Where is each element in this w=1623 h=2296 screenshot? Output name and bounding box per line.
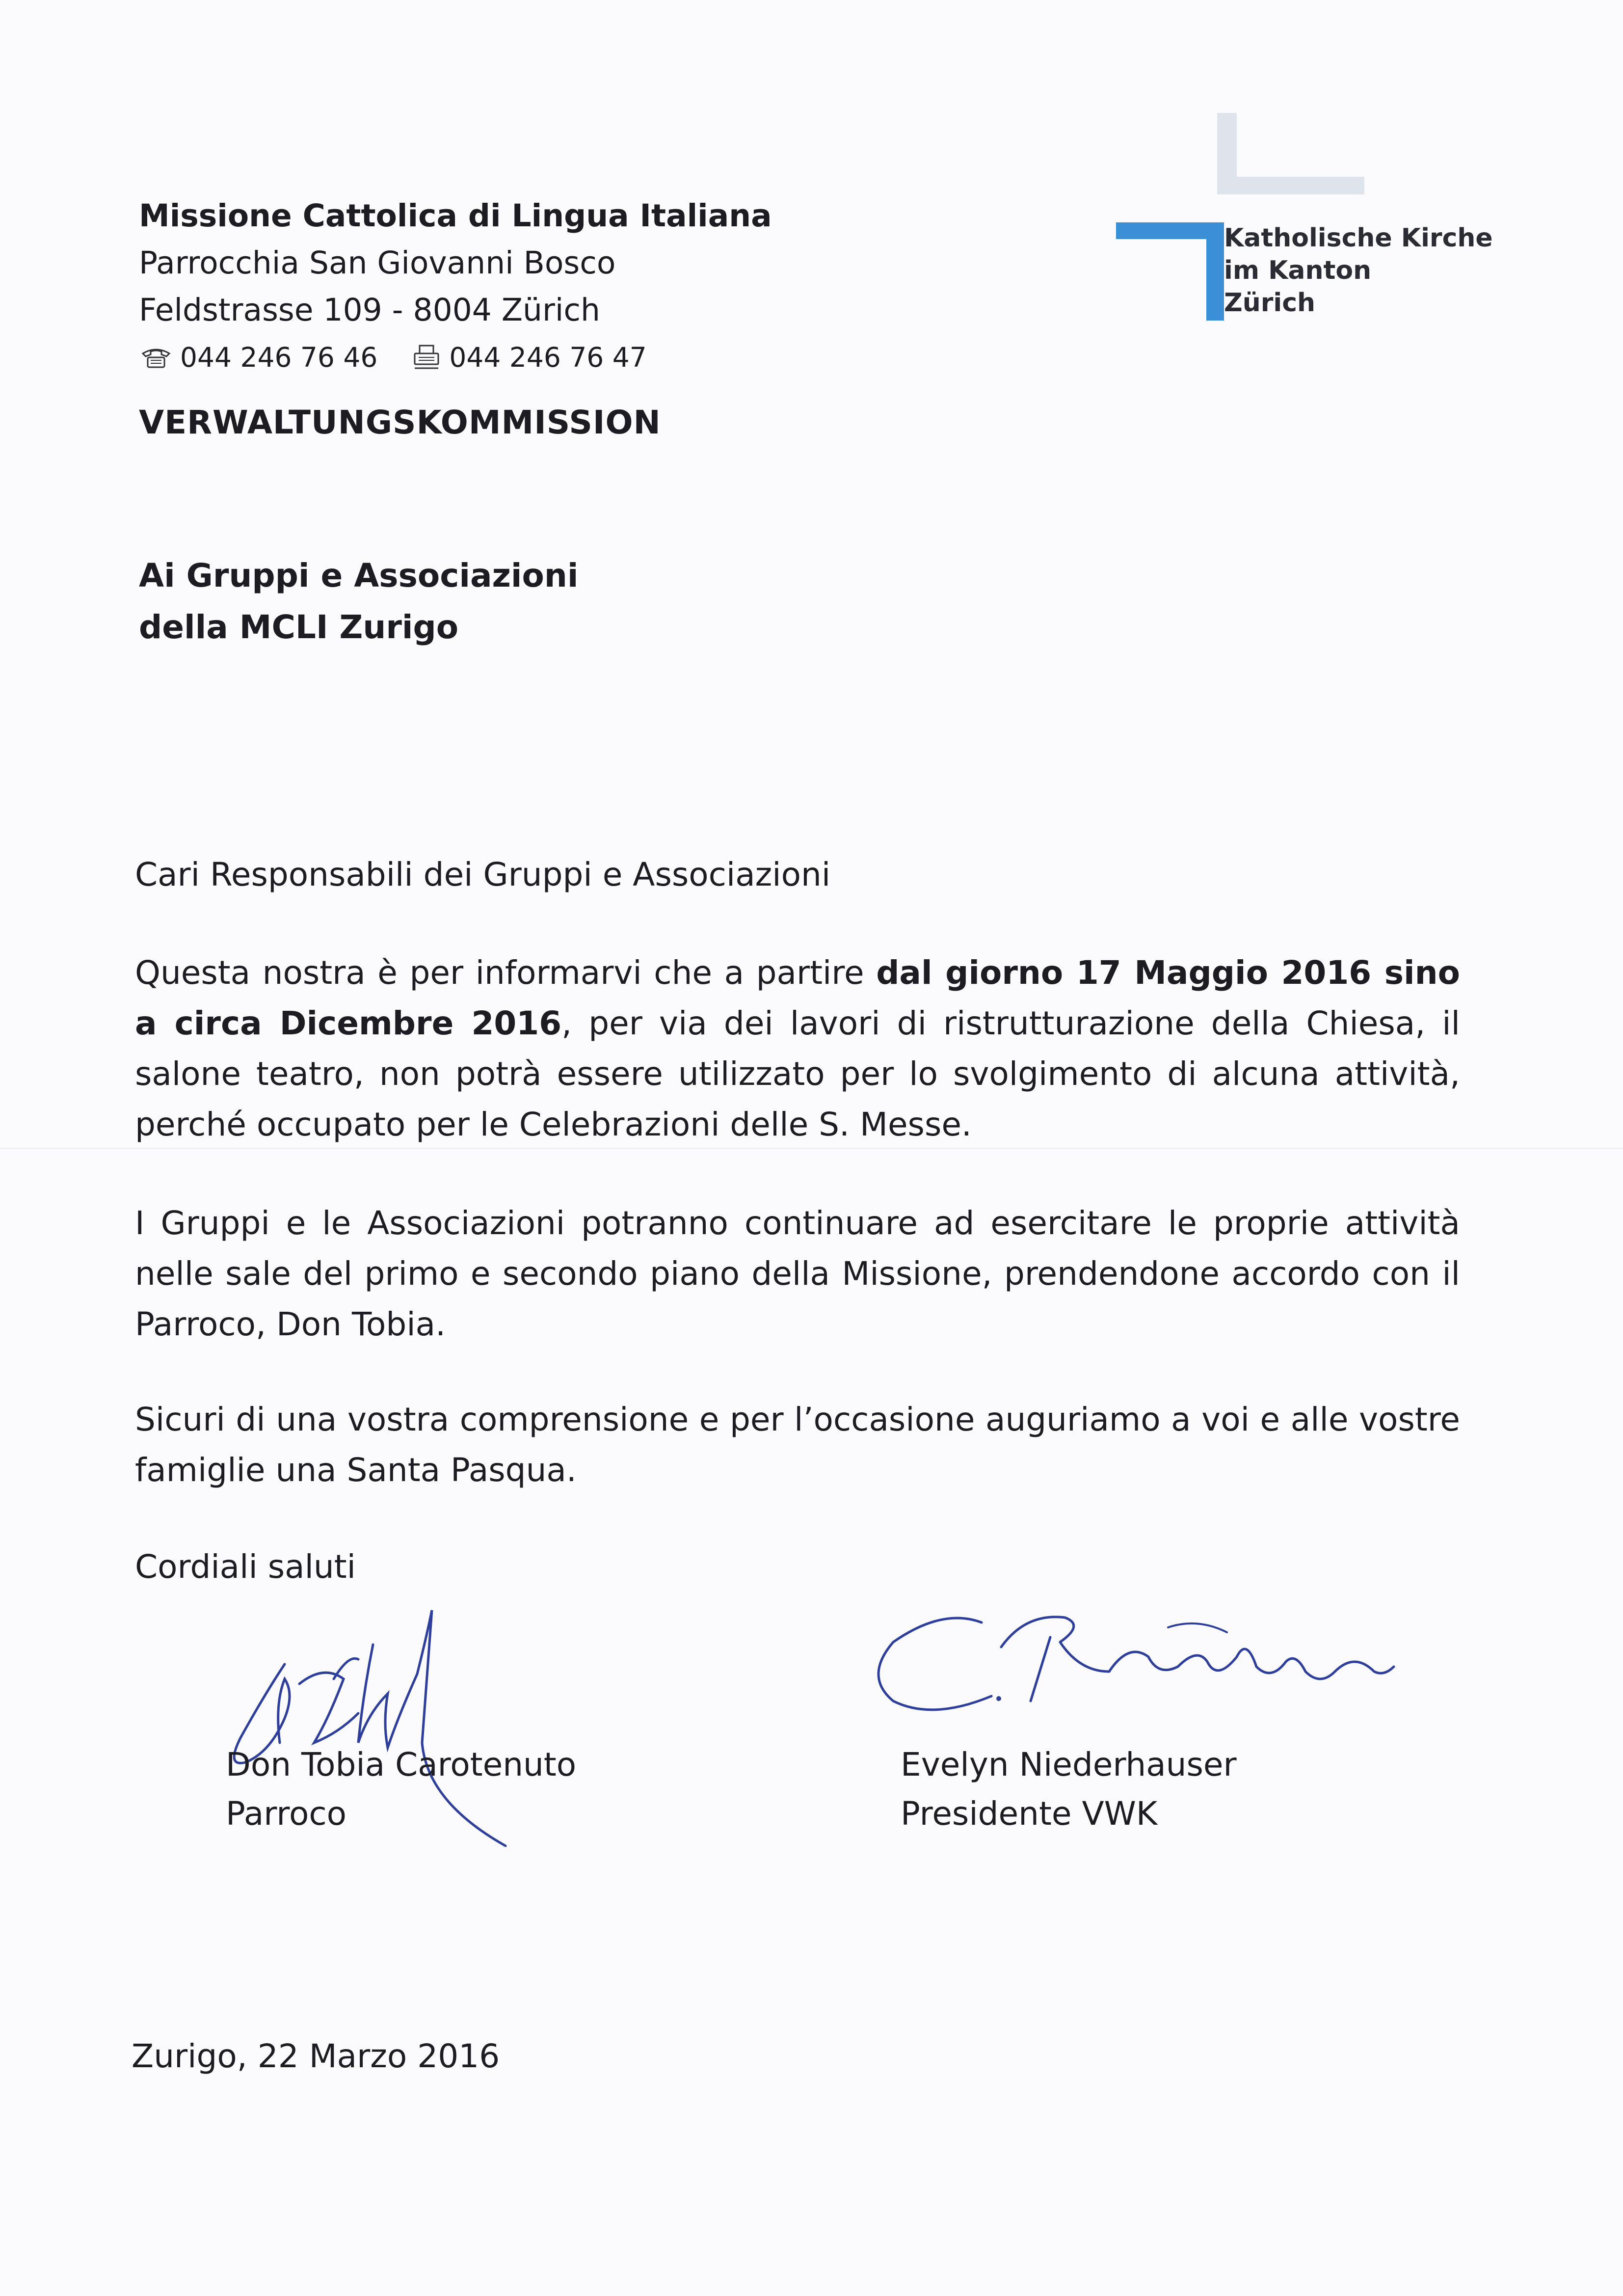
commission-title: VERWALTUNGSKOMMISSION xyxy=(139,404,661,441)
telephone-icon xyxy=(141,346,171,369)
contact-line xyxy=(141,342,647,373)
signatory-right-role: Presidente VWK xyxy=(901,1795,1158,1833)
closing xyxy=(135,1541,1460,1592)
salutation xyxy=(135,849,1460,900)
paragraph-2 xyxy=(135,1198,1460,1350)
recipient-line1: Ai Gruppi e Associazioni xyxy=(139,557,579,594)
signatory-right-name: Evelyn Niederhauser xyxy=(901,1746,1237,1783)
paragraph-2-text: I Gruppi e le Associazioni potranno continuare ad esercitare le proprie attività nelle sale del primo e secondo piano della Missione, prendendone accordo con il Parroco, Don Tobia. xyxy=(135,1204,1460,1343)
paragraph-1-rest: , per via dei lavori di ristrutturazione della Chiesa, il salone teatro, non potrà essere utilizzato per lo svolgimento di alcuna attività, perché occupato per le Celebrazioni delle S. Messe. xyxy=(135,1004,1460,1143)
logo-text-line1: Katholische Kirche xyxy=(1224,223,1493,253)
fax-number: 044 246 76 47 xyxy=(449,342,647,373)
logo-text-line3: Zürich xyxy=(1224,288,1316,318)
sender-block xyxy=(139,192,772,334)
paragraph-1-intro: Questa nostra è per informarvi che a partire xyxy=(135,954,877,992)
recipient-block xyxy=(139,550,578,653)
signatory-left-role: Parroco xyxy=(226,1795,346,1833)
phone-number: 044 246 76 46 xyxy=(180,342,378,373)
paragraph-1 xyxy=(135,947,1460,1150)
sender-address: Feldstrasse 109 - 8004 Zürich xyxy=(139,292,600,328)
sender-organization: Missione Cattolica di Lingua Italiana xyxy=(139,198,772,234)
signatory-right xyxy=(901,1740,1237,1838)
signature-presidente xyxy=(854,1598,1404,1740)
logo-light-vertical xyxy=(1217,113,1237,187)
signatory-left-name: Don Tobia Carotenuto xyxy=(226,1746,577,1783)
letter-date: Zurigo, 22 Marzo 2016 xyxy=(132,2037,500,2075)
logo-blue-vertical xyxy=(1206,222,1224,321)
logo-text xyxy=(1224,222,1493,319)
paragraph-3-text: Sicuri di una vostra comprensione e per l’occasione auguriamo a voi e alle vostre famiglie una Santa Pasqua. xyxy=(135,1401,1460,1489)
paragraph-1-text xyxy=(135,947,1460,1150)
recipient-line2: della MCLI Zurigo xyxy=(139,608,459,646)
logo-light-horizontal xyxy=(1217,177,1364,194)
logo-text-line2: im Kanton xyxy=(1224,256,1372,285)
paragraph-3 xyxy=(135,1394,1460,1495)
salutation-text: Cari Responsabili dei Gruppi e Associazioni xyxy=(135,856,831,893)
closing-text: Cordiali saluti xyxy=(135,1548,356,1586)
fax-icon xyxy=(413,345,440,370)
sender-parish: Parrocchia San Giovanni Bosco xyxy=(139,245,616,281)
signatory-left xyxy=(226,1740,576,1838)
paragraph-1-dates: dal giorno 17 Maggio 2016 sino a circa Dicembre 2016 xyxy=(135,954,1461,1042)
